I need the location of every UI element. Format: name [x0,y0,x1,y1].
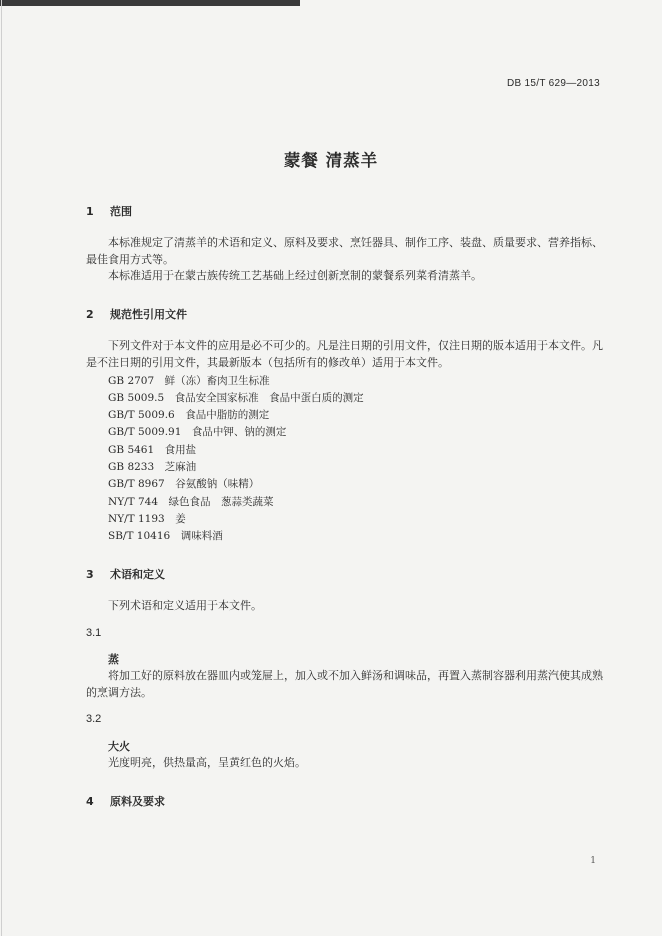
section-1-heading [86,203,132,219]
section-1-number: 1 [86,205,94,218]
document-title: 蒙餐 清蒸羊 [283,151,379,170]
section-2-heading [86,306,187,322]
reference-item: GB/T 5009.6 食品中脂肪的测定 [108,409,270,421]
page-number: 1 [590,856,596,866]
section-4-heading [86,793,165,809]
reference-item: NY/T 1193 姜 [108,513,186,525]
standard-number: DB 15/T 629—2013 [506,78,600,89]
term-3-2-number: 3.2 [86,713,102,725]
term-3-1-name: 蒸 [108,653,119,666]
reference-item: GB 8233 芝麻油 [108,461,197,473]
section-2-title: 规范性引用文件 [110,308,187,321]
section-2-number: 2 [86,308,94,321]
term-3-2-definition: 光度明亮，供热量高，呈黄红色的火焰。 [108,756,306,769]
section-3-title: 术语和定义 [110,568,165,581]
reference-item: GB 5009.5 食品安全国家标准 食品中蛋白质的测定 [108,392,364,404]
section-1-title: 范围 [110,205,132,218]
term-3-2-name: 大火 [108,740,130,753]
reference-item: GB 5461 食用盐 [108,444,197,456]
section-1-paragraph-1: 本标准规定了清蒸羊的术语和定义、原料及要求、烹饪器具、制作工序、装盘、质量要求、营养指标、最佳食用方式等。 [86,236,603,266]
section-4-number: 4 [86,795,94,808]
section-2-intro: 下列文件对于本文件的应用是必不可少的。凡是注日期的引用文件，仅注日期的版本适用于本文件。凡是不注日期的引用文件，其最新版本（包括所有的修改单）适用于本文件。 [86,339,603,369]
term-3-1-definition: 将加工好的原料放在器皿内或笼屉上，加入或不加入鲜汤和调味品，再置入蒸制容器利用蒸汽使其成熟的烹调方法。 [86,669,603,699]
section-4-title: 原料及要求 [110,795,165,808]
reference-item: GB/T 5009.91 食品中钾、钠的测定 [108,426,287,438]
scan-top-edge [0,0,300,6]
section-3-intro: 下列术语和定义适用于本文件。 [108,599,262,612]
reference-item: GB/T 8967 谷氨酸钠（味精） [108,478,260,490]
section-3-number: 3 [86,568,94,581]
reference-item: SB/T 10416 调味料酒 [108,530,223,542]
term-3-1-number: 3.1 [86,627,102,639]
section-3-heading [86,566,165,582]
scan-left-edge [1,0,2,936]
reference-item: GB 2707 鲜（冻）畜肉卫生标准 [108,375,270,387]
reference-item: NY/T 744 绿色食品 葱蒜类蔬菜 [108,496,274,508]
section-1-paragraph-2: 本标准适用于在蒙古族传统工艺基础上经过创新烹制的蒙餐系列菜肴清蒸羊。 [108,269,482,282]
